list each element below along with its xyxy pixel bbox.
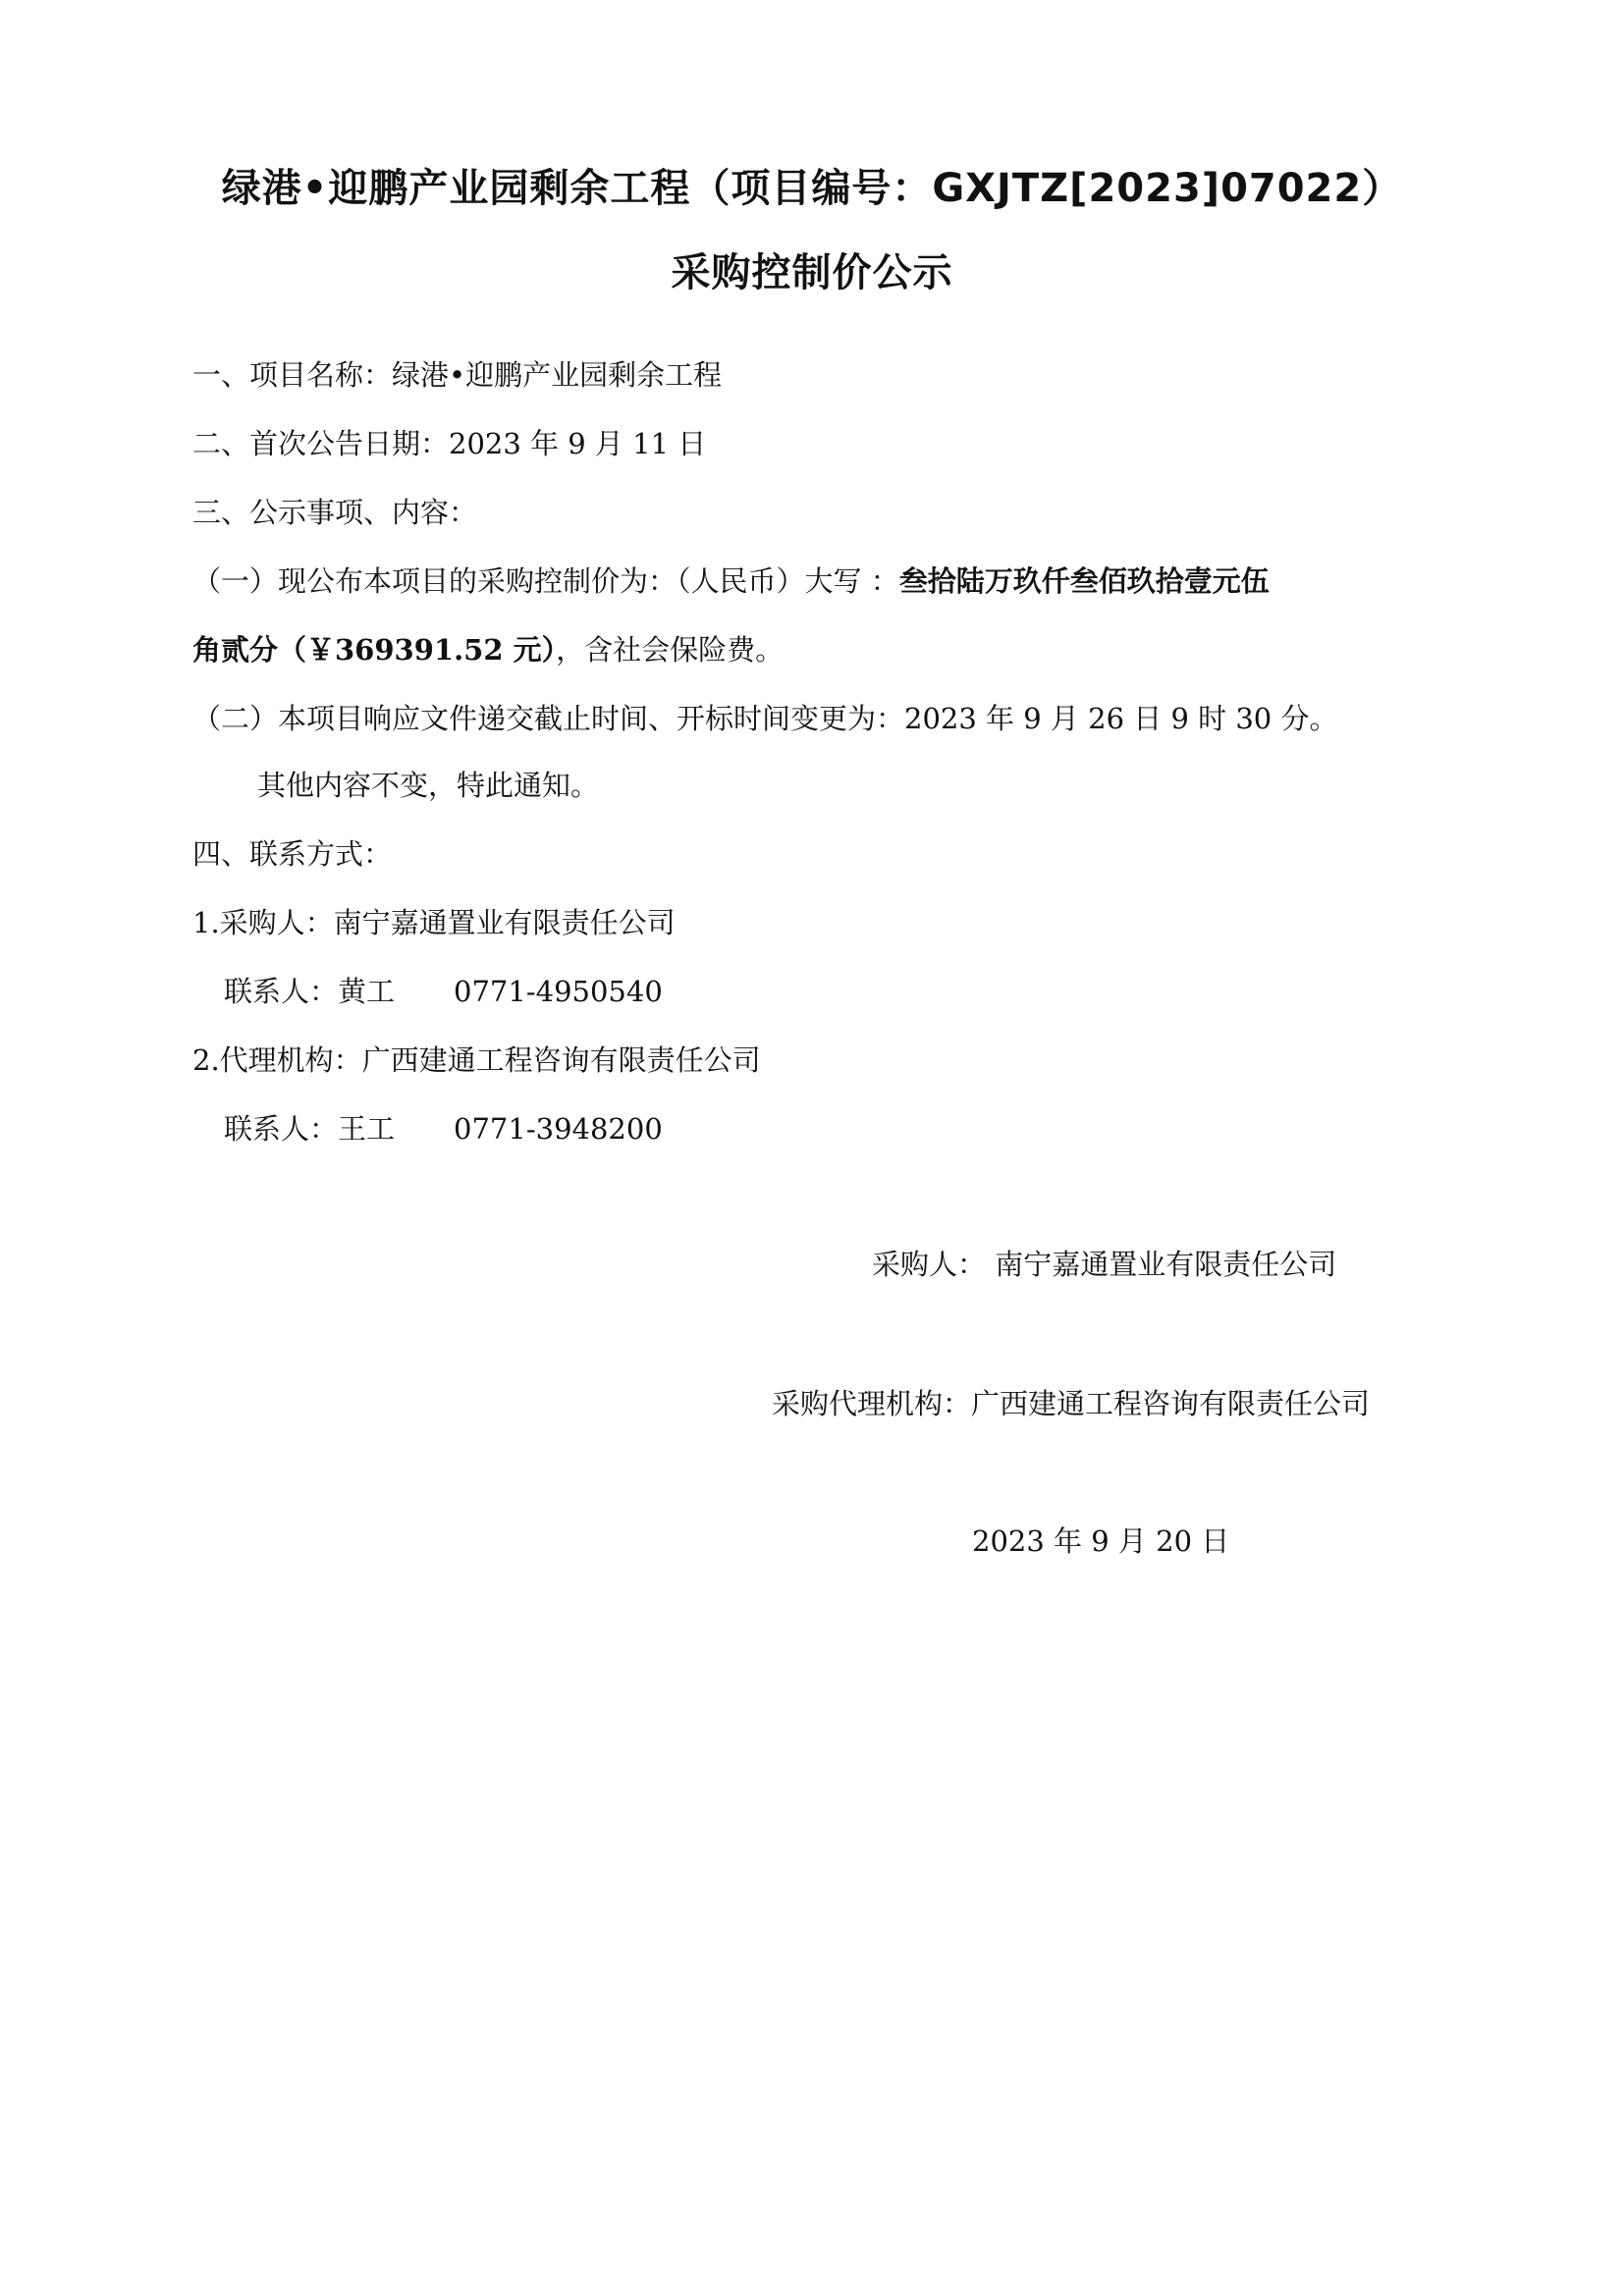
control-price-amount-figures: 角贰分（￥369391.52 元） xyxy=(192,633,557,667)
deadline-change-line: （二）本项目响应文件递交截止时间、开标时间变更为：2023 年 9 月 26 日 9 时 30 分。 xyxy=(192,702,1338,735)
project-name-line: 一、项目名称：绿港•迎鹏产业园剩余工程 xyxy=(192,358,723,392)
purchaser-contact-org: 1.采购人：南宁嘉通置业有限责任公司 xyxy=(192,906,676,939)
document-title: 绿港•迎鹏产业园剩余工程（项目编号：GXJTZ[2023]07022） xyxy=(221,166,1403,211)
agency-contact-phone: 0771-3948200 xyxy=(454,1112,663,1146)
signature-purchaser: 采购人： 南宁嘉通置业有限责任公司 xyxy=(872,1248,1337,1281)
signature-agency: 采购代理机构：广西建通工程咨询有限责任公司 xyxy=(772,1387,1371,1420)
control-price-amount-words: 叁拾陆万玖仟叁佰玖拾壹元伍 xyxy=(898,564,1270,598)
agency-contact-person: 联系人：王工 xyxy=(224,1112,396,1146)
purchaser-contact-phone: 0771-4950540 xyxy=(454,975,663,1008)
first-announcement-date-line: 二、首次公告日期：2023 年 9 月 11 日 xyxy=(192,427,707,460)
notice-closing-line: 其他内容不变，特此通知。 xyxy=(257,769,600,802)
control-price-suffix: ，含社会保险费。 xyxy=(556,633,785,667)
agency-contact-org: 2.代理机构：广西建通工程咨询有限责任公司 xyxy=(192,1043,761,1077)
purchaser-contact-person-line xyxy=(224,972,663,1011)
document-subtitle: 采购控制价公示 xyxy=(671,250,953,295)
control-price-line-continued xyxy=(192,630,784,669)
purchaser-contact-person: 联系人：黄工 xyxy=(224,975,396,1008)
section-four-heading: 四、联系方式： xyxy=(192,837,393,871)
agency-contact-person-line xyxy=(224,1109,663,1148)
signature-date: 2023 年 9 月 20 日 xyxy=(972,1524,1230,1558)
section-three-heading: 三、公示事项、内容： xyxy=(192,496,478,529)
control-price-line xyxy=(192,561,1270,601)
control-price-prefix: （一）现公布本项目的采购控制价为：（人民币）大写 ： xyxy=(192,564,899,598)
